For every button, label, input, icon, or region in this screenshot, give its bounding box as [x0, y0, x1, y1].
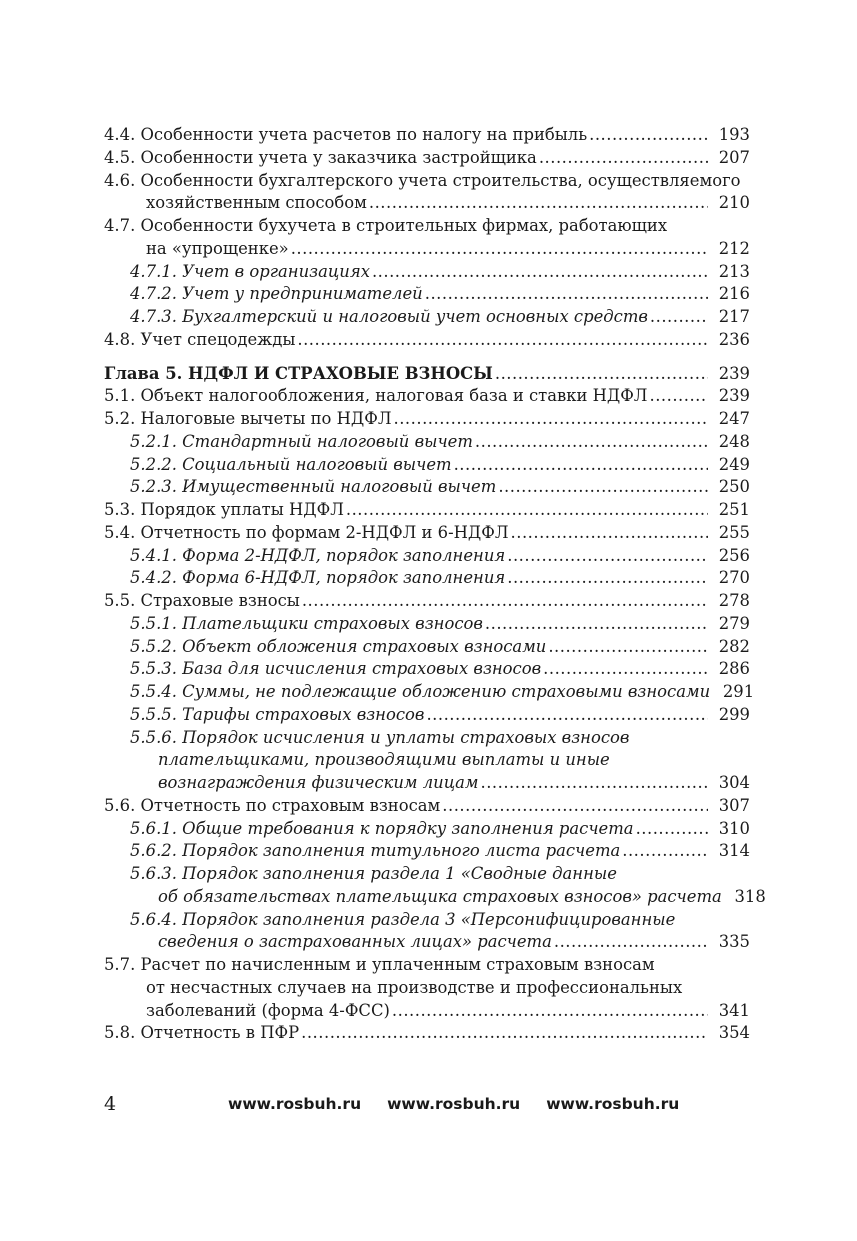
dot-leader	[548, 636, 708, 659]
toc-line	[104, 636, 750, 659]
toc-line	[104, 818, 750, 841]
toc-entry-title: 5.4.2. Форма 6-НДФЛ, порядок заполнения	[130, 568, 506, 588]
dot-leader	[589, 124, 708, 147]
dot-leader	[394, 408, 708, 431]
toc-line	[104, 1000, 750, 1023]
toc-entry-title: 5.3. Порядок уплаты НДФЛ	[104, 500, 344, 519]
toc-line	[104, 454, 750, 477]
dot-leader	[507, 545, 708, 568]
toc-entry-title: от несчастных случаев на производстве и профессиональных	[146, 977, 683, 997]
toc-line	[104, 681, 755, 704]
toc-subsection	[104, 658, 750, 681]
toc-page-number: 217	[718, 307, 750, 326]
toc-page-number: 256	[718, 545, 750, 565]
toc-line	[104, 363, 750, 386]
toc-page-number: 249	[718, 454, 750, 474]
toc-entry-title: на «упрощенке»	[146, 238, 289, 258]
toc-subsection	[104, 431, 750, 454]
toc-page-number: 310	[718, 818, 750, 838]
dot-leader	[425, 283, 708, 306]
dot-leader	[554, 931, 708, 954]
toc-entry-title: 4.7. Особенности бухучета в строительных фирмах, работающих	[104, 216, 668, 235]
toc-page-number: 255	[718, 522, 750, 542]
toc-line	[104, 931, 750, 954]
toc-section	[104, 329, 750, 352]
toc-page-number: 286	[718, 659, 750, 679]
toc-line	[104, 840, 750, 863]
toc-subsection	[104, 567, 750, 590]
toc-entry-title: 5.6.2. Порядок заполнения титульного листа расчета	[130, 841, 621, 861]
toc-subsection	[104, 306, 750, 329]
toc-subsection	[104, 454, 750, 477]
toc-entry-title: 5.4. Отчетность по формам 2-НДФЛ и 6-НДФЛ	[104, 522, 509, 542]
toc-subsection	[104, 636, 750, 659]
dot-leader	[369, 192, 708, 215]
toc-entry-title: 4.7.3. Бухгалтерский и налоговый учет основных средств	[130, 307, 648, 326]
toc-line	[104, 613, 750, 636]
toc-line	[104, 499, 750, 522]
toc-entry-title: 4.8. Учет спецодежды	[104, 329, 296, 349]
toc-line	[104, 772, 750, 795]
toc-line	[104, 795, 750, 818]
toc-line	[104, 306, 750, 329]
toc-subsection	[104, 727, 750, 795]
toc-line	[104, 567, 750, 590]
toc-line	[104, 886, 766, 909]
toc-page-number: 193	[718, 125, 750, 144]
toc-line	[104, 522, 750, 545]
dot-leader	[636, 818, 708, 841]
toc-entry-title: вознаграждения физическим лицам	[158, 773, 479, 792]
toc-section	[104, 1022, 750, 1045]
toc-entry-title: 5.6.4. Порядок заполнения раздела 3 «Персонифицированные	[130, 909, 676, 929]
toc-line	[104, 408, 750, 431]
toc-page-number: 239	[718, 386, 750, 406]
toc-subsection	[104, 840, 750, 863]
dot-leader	[426, 704, 708, 727]
dot-leader	[475, 431, 708, 454]
toc-line	[104, 431, 750, 454]
toc-page-number: 270	[718, 568, 750, 588]
toc-page-number: 278	[718, 591, 750, 610]
toc-page-number: 210	[718, 193, 750, 213]
toc-line	[104, 727, 750, 750]
toc-entry-title: 5.2.3. Имущественный налоговый вычет	[130, 477, 497, 497]
toc-entry-title: 5.5.6. Порядок исчисления и уплаты страховых взносов	[130, 727, 630, 747]
toc-entry-title: заболеваний (форма 4-ФСС)	[146, 1000, 390, 1020]
toc-subsection	[104, 261, 750, 284]
dot-leader	[543, 658, 708, 681]
toc-page-number: 341	[718, 1000, 750, 1020]
toc-line	[104, 954, 750, 977]
toc-entry-title: 5.5.3. База для исчисления страховых взносов	[130, 659, 542, 679]
toc-page-number: 251	[718, 500, 750, 519]
toc-entry-title: 5.2. Налоговые вычеты по НДФЛ	[104, 409, 392, 428]
toc-page-number: 213	[718, 261, 750, 281]
dot-leader	[649, 385, 708, 408]
toc-line	[104, 658, 750, 681]
toc-line	[104, 329, 750, 352]
toc-page-number: 354	[718, 1023, 750, 1043]
toc-page-number: 236	[718, 329, 750, 349]
footer-url: www.rosbuh.ru	[228, 1095, 362, 1113]
toc-page-number: 307	[718, 795, 750, 815]
toc-entry-title: 5.5.2. Объект обложения страховых взносами	[130, 636, 547, 656]
toc-page-number: 216	[718, 284, 750, 304]
toc-entry-title: 5.8. Отчетность в ПФР	[104, 1023, 300, 1043]
toc-entry-title: плательщиками, производящими выплаты и иные	[158, 750, 610, 770]
toc-line	[104, 749, 750, 772]
dot-leader	[485, 613, 708, 636]
page-number: 4	[104, 1093, 117, 1115]
toc-subsection	[104, 863, 766, 909]
toc-entry-title: 5.6. Отчетность по страховым взносам	[104, 795, 441, 815]
toc-section	[104, 124, 750, 147]
toc-subsection	[104, 545, 750, 568]
footer-urls	[228, 1095, 679, 1113]
dot-leader	[346, 499, 708, 522]
toc-entry-title: об обязательствах плательщика страховых взносов» расчета	[158, 886, 722, 906]
toc-page-number: 282	[718, 636, 750, 656]
dot-leader	[511, 522, 708, 545]
toc-line	[104, 170, 750, 193]
toc-section	[104, 408, 750, 431]
toc-line	[104, 863, 750, 886]
toc-entry-title: 4.4. Особенности учета расчетов по налогу на прибыль	[104, 125, 588, 144]
toc-line	[104, 1022, 750, 1045]
dot-leader	[301, 1022, 708, 1045]
toc-subsection	[104, 818, 750, 841]
dot-leader	[291, 238, 708, 261]
dot-leader	[507, 567, 708, 590]
toc-page-number: 248	[718, 431, 750, 451]
toc-entry-title: 5.5.4. Суммы, не подлежащие обложению страховыми взносами	[130, 682, 711, 701]
toc-section	[104, 215, 750, 261]
toc-entry-title: 5.6.3. Порядок заполнения раздела 1 «Сводные данные	[130, 864, 617, 883]
dot-leader	[442, 795, 708, 818]
toc-section	[104, 954, 750, 1022]
toc-line	[104, 909, 750, 932]
dot-leader	[650, 306, 708, 329]
toc-subsection	[104, 704, 750, 727]
toc-subsection	[104, 909, 750, 955]
toc-entry-title: 4.7.2. Учет у предпринимателей	[130, 284, 423, 304]
toc-page-number: 212	[718, 238, 750, 258]
toc-entry-title: 5.5.1. Плательщики страховых взносов	[130, 613, 483, 633]
toc-page-number: 250	[718, 477, 750, 497]
toc-page-number: 291	[722, 682, 755, 701]
toc-line	[104, 590, 750, 613]
toc-entry-title: сведения о застрахованных лицах» расчета	[158, 932, 552, 952]
toc-chapter	[104, 363, 750, 386]
toc-entry-title: 5.7. Расчет по начисленным и уплаченным страховым взносам	[104, 955, 655, 974]
toc-section	[104, 499, 750, 522]
table-of-contents	[104, 124, 766, 1045]
toc-line	[104, 238, 750, 261]
toc-subsection	[104, 476, 750, 499]
toc-entry-title: 5.5.5. Тарифы страховых взносов	[130, 704, 425, 724]
toc-page-number: 239	[718, 363, 750, 383]
page-footer	[104, 1093, 750, 1121]
toc-section	[104, 590, 750, 613]
toc-page-number: 335	[718, 932, 750, 952]
dot-leader	[392, 1000, 708, 1023]
toc-page-number: 318	[734, 886, 766, 906]
dot-leader	[539, 147, 708, 170]
dot-leader	[498, 476, 708, 499]
toc-line	[104, 704, 750, 727]
toc-entry-title: 5.5. Страховые взносы	[104, 591, 300, 610]
toc-subsection	[104, 613, 750, 636]
dot-leader	[481, 772, 709, 795]
toc-section	[104, 795, 750, 818]
toc-entry-title: 5.6.1. Общие требования к порядку заполнения расчета	[130, 818, 634, 838]
footer-url: www.rosbuh.ru	[387, 1095, 521, 1113]
dot-leader	[495, 363, 708, 386]
dot-leader	[297, 329, 708, 352]
toc-entry-title: 5.4.1. Форма 2-НДФЛ, порядок заполнения	[130, 545, 506, 565]
toc-section	[104, 170, 750, 216]
toc-page-number: 314	[718, 841, 750, 861]
toc-line	[104, 476, 750, 499]
toc-section	[104, 385, 750, 408]
toc-page-number: 279	[718, 613, 750, 633]
toc-line	[104, 215, 750, 238]
toc-entry-title: 4.7.1. Учет в организациях	[130, 261, 370, 281]
toc-entry-title: Глава 5. НДФЛ И СТРАХОВЫЕ ВЗНОСЫ	[104, 363, 493, 383]
toc-section	[104, 522, 750, 545]
toc-subsection	[104, 283, 750, 306]
toc-line	[104, 192, 750, 215]
toc-page-number: 299	[718, 704, 750, 724]
toc-entry-title: 5.1. Объект налогообложения, налоговая база и ставки НДФЛ	[104, 386, 648, 406]
toc-entry-title: хозяйственным способом	[146, 193, 367, 213]
toc-line	[104, 545, 750, 568]
toc-line	[104, 147, 750, 170]
dot-leader	[622, 840, 708, 863]
dot-leader	[454, 454, 708, 477]
toc-page-number: 304	[718, 773, 750, 792]
toc-line	[104, 977, 750, 1000]
toc-page-number: 247	[718, 409, 750, 428]
toc-entry-title: 4.6. Особенности бухгалтерского учета строительства, осуществляемого	[104, 170, 741, 190]
toc-page-number: 207	[718, 147, 750, 167]
toc-subsection	[104, 681, 755, 704]
dot-leader	[372, 261, 708, 284]
toc-line	[104, 261, 750, 284]
dot-leader	[302, 590, 708, 613]
footer-url: www.rosbuh.ru	[546, 1095, 680, 1113]
toc-line	[104, 124, 750, 147]
toc-entry-title: 5.2.2. Социальный налоговый вычет	[130, 454, 452, 474]
toc-section	[104, 147, 750, 170]
toc-entry-title: 5.2.1. Стандартный налоговый вычет	[130, 431, 473, 451]
toc-line	[104, 385, 750, 408]
toc-entry-title: 4.5. Особенности учета у заказчика застройщика	[104, 147, 537, 167]
toc-line	[104, 283, 750, 306]
